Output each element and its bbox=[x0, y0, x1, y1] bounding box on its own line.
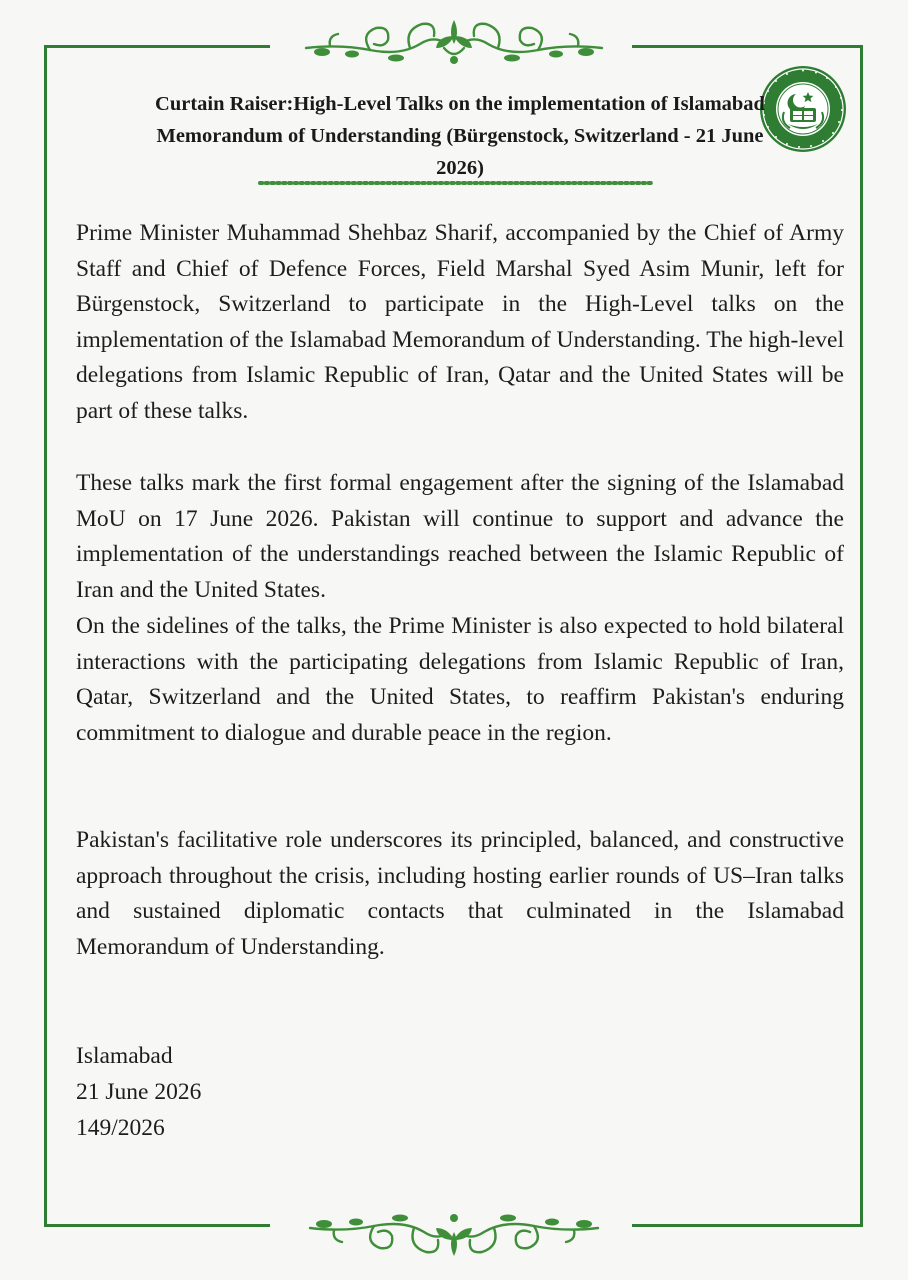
body-paragraph-3: On the sidelines of the talks, the Prime Minister is also expected to hold bilateral interactions with the participating delegations from Islamic Republic of Iran, Qatar, Switzerland and the United States, to reaffirm Pakistan's enduring commitment to dialogue and durable peace in the region. bbox=[76, 613, 844, 746]
frame-right-border bbox=[860, 45, 863, 1227]
press-release-title: Curtain Raiser:High-Level Talks on the implementation of Islamabad Memorandum of Understanding (Bürgenstock, Switzerland - 21 June 2026) bbox=[155, 93, 765, 179]
release-signoff bbox=[76, 1038, 201, 1146]
title-dotted-underline bbox=[258, 178, 656, 188]
ministry-seal-icon bbox=[758, 64, 848, 154]
release-date: 21 June 2026 bbox=[76, 1079, 202, 1105]
frame-bottom-left-border bbox=[44, 1224, 270, 1227]
frame-top-left-border bbox=[44, 45, 270, 48]
body-paragraph-2: These talks mark the first formal engagement after the signing of the Islamabad MoU on 17 June 2026. Pakistan will continue to support and advance the implementation of the understandings reached between the Islamic Republic of Iran and the United States. bbox=[76, 470, 844, 603]
body-paragraph-1: Prime Minister Muhammad Shehbaz Sharif, accompanied by the Chief of Army Staff and Chief of Defence Forces, Field Marshal Syed Asim Munir, left for Bürgenstock, Switzerland to participate in the High-Level talks on the implementation of the Islamabad Memorandum of Understanding. The high-level delegations from Islamic Republic of Iran, Qatar and the United States will be part of these talks. bbox=[76, 220, 844, 424]
release-reference-number: 149/2026 bbox=[76, 1115, 165, 1141]
frame-top-right-border bbox=[632, 45, 863, 48]
frame-bottom-right-border bbox=[632, 1224, 863, 1227]
floral-ornament-top-icon bbox=[300, 14, 608, 70]
floral-ornament-bottom-icon bbox=[300, 1206, 608, 1262]
release-place: Islamabad bbox=[76, 1043, 173, 1069]
body-paragraph-4: Pakistan's facilitative role underscores its principled, balanced, and constructive approach throughout the crisis, including hosting earlier rounds of US–Iran talks and sustained diplomatic contacts that culminated in the Islamabad Memorandum of Understanding. bbox=[76, 827, 844, 960]
frame-left-border bbox=[44, 45, 47, 1227]
